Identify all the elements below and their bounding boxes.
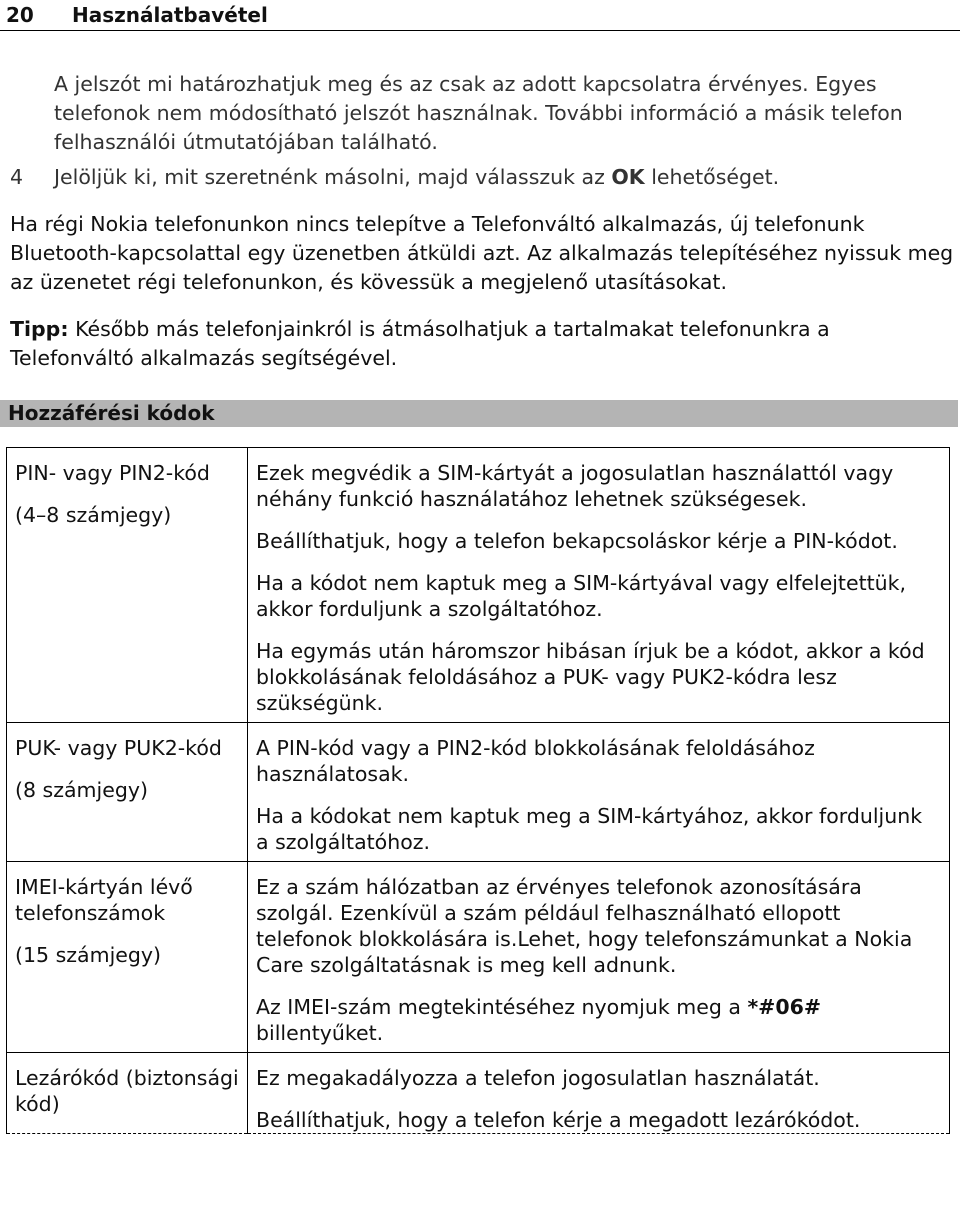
code-name: Lezárókód (biztonsági kód) (15, 1066, 239, 1116)
code-name-cell (7, 448, 248, 723)
description-text: Ez megakadályozza a telefon jogosulatlan használatát. (256, 1066, 820, 1090)
code-description-cell (248, 862, 950, 1053)
page-header (0, 0, 960, 31)
page-number: 20 (6, 3, 34, 27)
section-heading (0, 400, 958, 427)
description-text: Ha egymás után háromszor hibásan írjuk be a kódot, akkor a kód blokkolásának feloldásához a PUK- vagy PUK2-kódra lesz szükségünk. (256, 639, 925, 715)
intro-paragraph: A jelszót mi határozhatjuk meg és az csak az adott kapcsolatra érvényes. Egyes telefonok nem módosítható jelszót használnak. További információ a másik telefon felhasználói útmutatójában található. (54, 72, 903, 154)
access-codes-table (6, 447, 950, 1134)
code-digits: (8 számjegy) (15, 778, 148, 802)
step-4 (10, 163, 940, 192)
description-text: Ha a kódokat nem kaptuk meg a SIM-kártyához, akkor forduljunk a szolgáltatóhoz. (256, 804, 923, 854)
table-row (7, 862, 950, 1053)
imei-note-after: billentyűket. (256, 1021, 384, 1045)
description-text: Beállíthatjuk, hogy a telefon bekapcsoláskor kérje a PIN-kódot. (256, 529, 898, 553)
imei-note-before: Az IMEI-szám megtekintéséhez nyomjuk meg a (256, 995, 748, 1019)
code-name-cell (7, 1053, 248, 1134)
code-digits: (15 számjegy) (15, 943, 162, 967)
code-description-cell (248, 448, 950, 723)
imei-note (256, 994, 941, 1046)
section-title: Hozzáférési kódok (8, 401, 215, 425)
code-digits: (4–8 számjegy) (15, 503, 172, 527)
code-name-cell (7, 723, 248, 862)
table-row (7, 723, 950, 862)
chapter-title: Használatbavétel (72, 3, 268, 27)
code-name: IMEI-kártyán lévő telefonszámok (15, 875, 193, 925)
tip-paragraph (10, 315, 955, 373)
step-text-after: lehetőséget. (644, 165, 780, 189)
tip-label: Tipp: (10, 317, 69, 341)
code-name-cell (7, 862, 248, 1053)
code-name: PIN- vagy PIN2-kód (15, 461, 210, 485)
description-text: Ezek megvédik a SIM-kártyát a jogosulatlan használattól vagy néhány funkció használatához lehetnek szükségesek. (256, 461, 894, 511)
description-text: Beállíthatjuk, hogy a telefon kérje a megadott lezárókódot. (256, 1108, 861, 1132)
tip-text: Később más telefonjainkról is átmásolhatjuk a tartalmakat telefonunkra a Telefonváltó alkalmazás segítségével. (10, 317, 830, 370)
description-text: Ez a szám hálózatban az érvényes telefonok azonosítására szolgál. Ezenkívül a szám például felhasználható ellopott telefonok blokkolására is.Lehet, hogy telefonszámunkat a Nokia Care szolgáltatásnak is meg kell adnunk. (256, 875, 913, 977)
description-text: Ha a kódot nem kaptuk meg a SIM-kártyával vagy elfelejtettük, akkor forduljunk a szolgáltatóhoz. (256, 571, 907, 621)
imei-code: *#06# (747, 995, 822, 1019)
table-row (7, 448, 950, 723)
table-row (7, 1053, 950, 1134)
step-text-before: Jelöljük ki, mit szeretnénk másolni, majd válasszuk az (54, 165, 612, 189)
code-description-cell (248, 723, 950, 862)
switch-app-paragraph: Ha régi Nokia telefonunkon nincs telepítve a Telefonváltó alkalmazás, új telefonunk Bluetooth-kapcsolattal egy üzenetben átküldi azt. Az alkalmazás telepítéséhez nyissuk meg az üzenetet régi telefonunkon, és kövessük a megjelenő utasításokat. (10, 212, 954, 294)
code-name: PUK- vagy PUK2-kód (15, 736, 222, 760)
ok-option: OK (611, 165, 645, 189)
code-description-cell (248, 1053, 950, 1134)
step-number: 4 (10, 165, 24, 189)
description-text: A PIN-kód vagy a PIN2-kód blokkolásának feloldásához használatosak. (256, 736, 815, 786)
